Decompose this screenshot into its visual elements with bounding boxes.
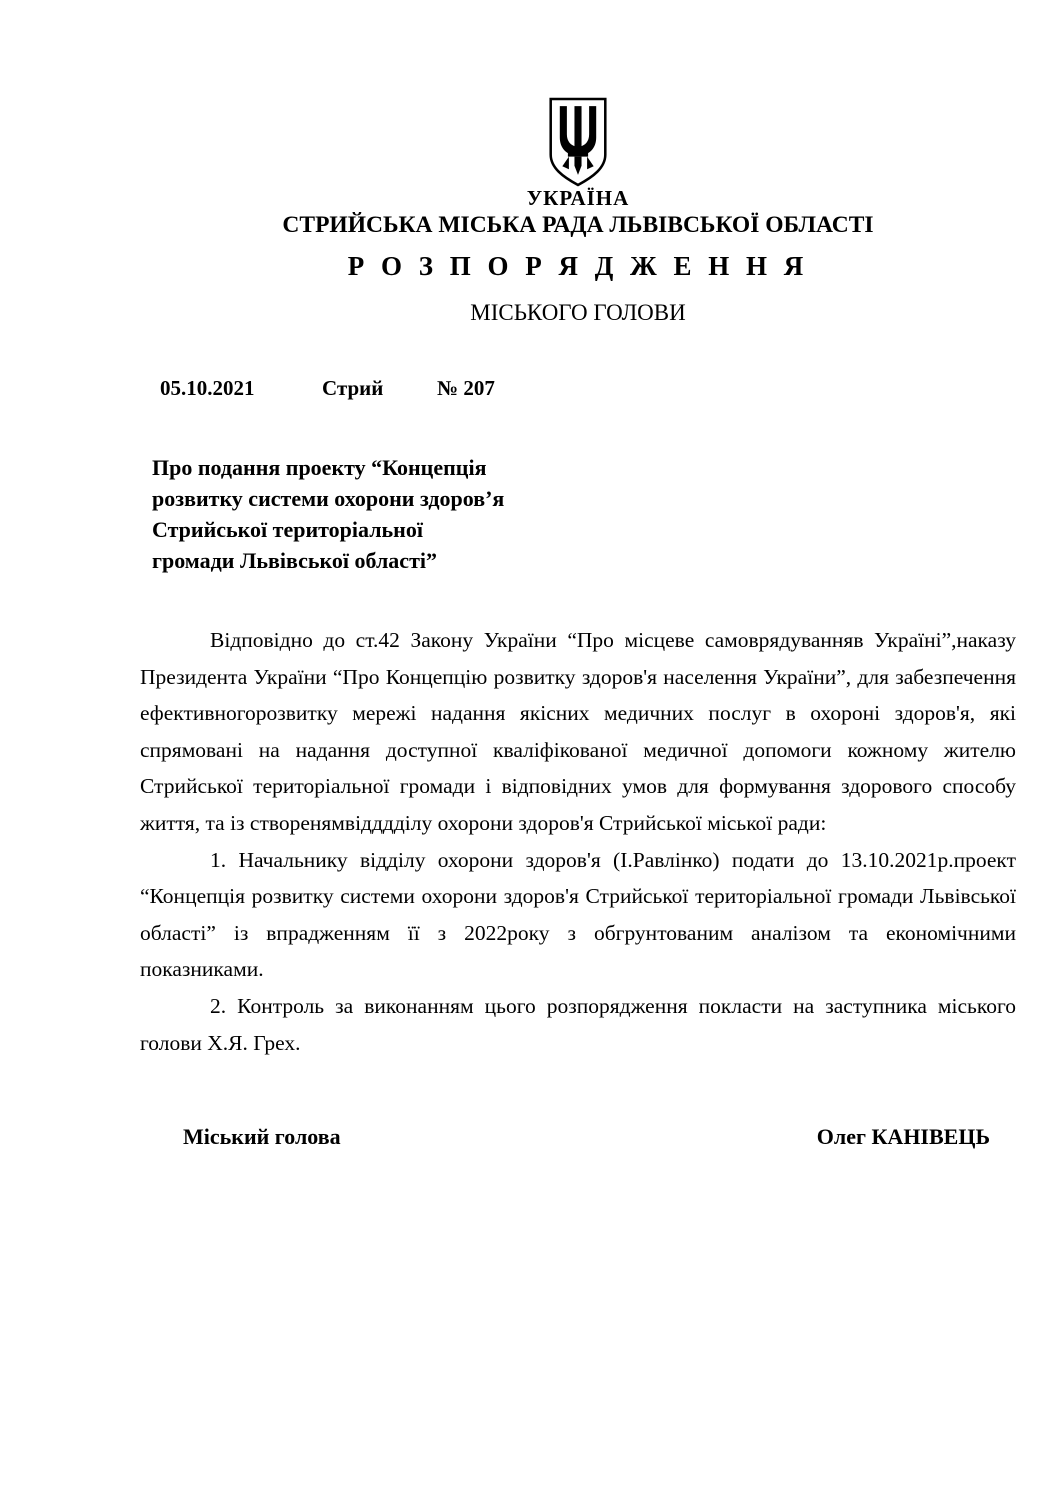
subject-line: розвитку системи охорони здоров’я (152, 486, 505, 511)
council-title: СТРИЙСЬКА МІСЬКА РАДА ЛЬВІВСЬКОЇ ОБЛАСТІ (282, 212, 874, 238)
meta-row (140, 376, 1016, 406)
document-type-title: Р О З П О Р Я Д Ж Е Н Н Я (347, 251, 809, 281)
country-label: УКРАЇНА (526, 186, 630, 210)
place-value: Стрий (322, 376, 384, 400)
subject-block (152, 452, 672, 576)
ukraine-tryzub-emblem-icon (546, 96, 610, 189)
signature-row (140, 1124, 1016, 1150)
order-item-2: 2. Контроль за виконанням цього розпорядження покласти на заступника міського голови Х.Я. Грех. (140, 993, 1016, 1055)
intro-paragraph: Відповідно до ст.42 Закону України “Про місцеве самоврядуванняв Україні”,наказу Президента України “Про Концепцію розвитку здоров'я населення України”, для забезпечення ефективногорозвитку мережі надання якісних медичних послуг в охороні здоров'я, які спрямовані на надання доступної кваліфікованої медичної допомоги кожному жителю Стрийської територіальної громади і відповідних умов для формування здорового способу життя, та із створенямвідддділу охорони здоров'я Стрийської міської ради: (140, 628, 1016, 835)
body-text (140, 622, 1016, 1061)
order-number-value: № 207 (437, 376, 495, 400)
document-subtype: МІСЬКОГО ГОЛОВИ (470, 300, 686, 325)
date-value: 05.10.2021 (160, 376, 255, 400)
subject-line: Про подання проекту “Концепція (152, 455, 487, 480)
signature-name: Олег КАНІВЕЦЬ (816, 1124, 990, 1149)
signature-position: Міський голова (183, 1124, 341, 1149)
order-item-1: 1. Начальнику відділу охорони здоров'я (І.Равлінко) подати до 13.10.2021р.проект “Концепція розвитку системи охорони здоров'я Стрийської територіальної громади Львівської області” із впрадженням її з 2022року з обгрунтованим аналізом та економічними показниками. (140, 847, 1016, 982)
subject-line: громади Львівської області” (152, 548, 437, 573)
subject-line: Стрийської територіальної (152, 517, 423, 542)
